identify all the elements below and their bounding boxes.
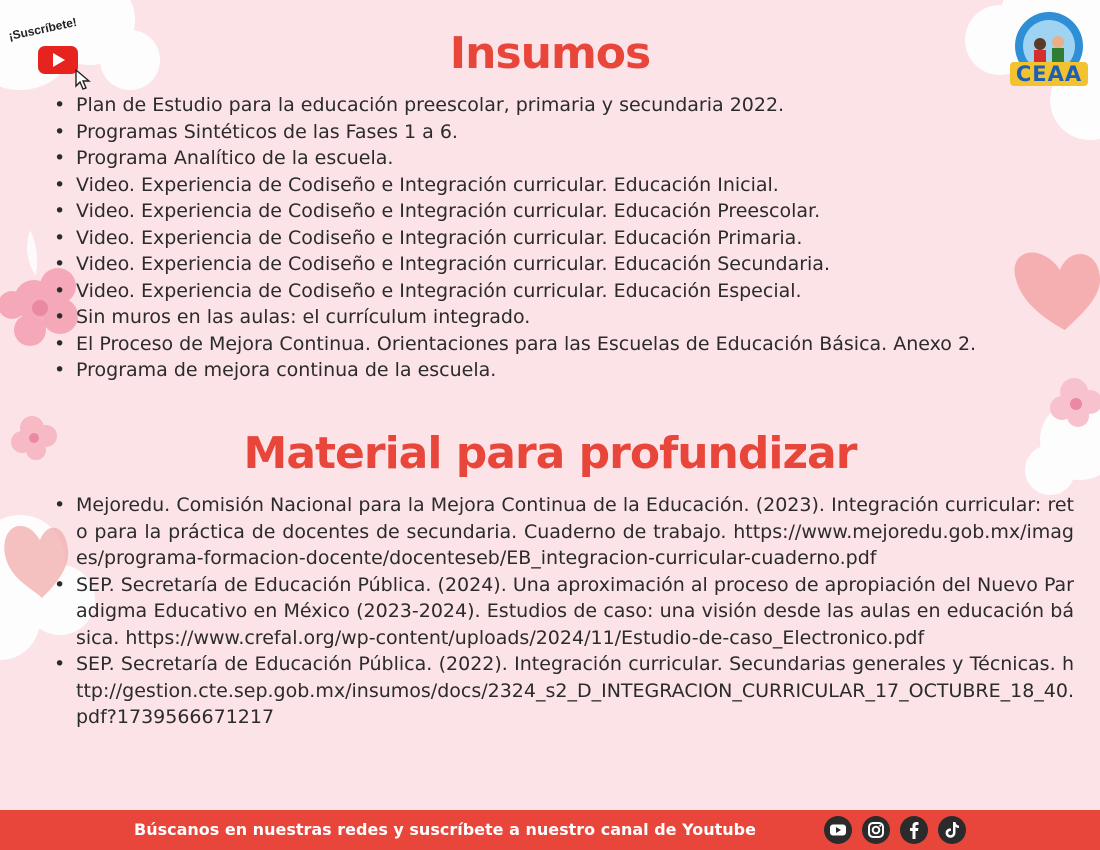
list-item: • Video. Experiencia de Codiseño e Integración curricular. Educación Secundaria. [52,251,1074,278]
list-item: • SEP. Secretaría de Educación Pública. (2024). Una aproximación al proceso de apropiación del Nuevo Paradigma Educativo en México (2023-2024). Estudios de caso: una visión desde las aulas en educación básica. https://www.crefal.org/wp-content/uploads/2024/11/Estudio-de-caso_Electronico.pdf [52,572,1074,652]
footer-text: Búscanos en nuestras redes y suscríbete a nuestro canal de Youtube [134,820,756,839]
section-title-material: Material para profundizar [243,428,857,479]
youtube-subscribe-icon [26,32,116,102]
footer-bar [0,810,1100,850]
ceaa-logo [1004,8,1094,92]
list-item: • Video. Experiencia de Codiseño e Integración curricular. Educación Inicial. [52,172,1074,199]
logo-text: CEAA [1010,62,1088,86]
list-item: • Video. Experiencia de Codiseño e Integración curricular. Educación Primaria. [52,225,1074,252]
instagram-icon[interactable] [862,816,890,844]
subscribe-label: ¡Suscríbete! [7,14,79,44]
list-item: • Programa Analítico de la escuela. [52,145,1074,172]
list-item: • El Proceso de Mejora Continua. Orientaciones para las Escuelas de Educación Básica. Anexo 2. [52,331,1074,358]
list-item: • Video. Experiencia de Codiseño e Integración curricular. Educación Preescolar. [52,198,1074,225]
material-list [52,492,1074,731]
list-item: • SEP. Secretaría de Educación Pública. (2022). Integración curricular. Secundarias generales y Técnicas. http://gestion.cte.sep.gob.mx/insumos/docs/2324_s2_D_INTEGRACION_CURRICULAR_17_OCTUBRE_18_40.pdf?1739566671217 [52,651,1074,731]
tiktok-icon[interactable] [938,816,966,844]
facebook-icon[interactable] [900,816,928,844]
insumos-list [52,92,1074,384]
list-item: • Programas Sintéticos de las Fases 1 a 6. [52,119,1074,146]
list-item: • Sin muros en las aulas: el currículum integrado. [52,304,1074,331]
youtube-icon[interactable] [824,816,852,844]
list-item: • Video. Experiencia de Codiseño e Integración curricular. Educación Especial. [52,278,1074,305]
section-title-insumos: Insumos [449,28,651,79]
list-item: • Mejoredu. Comisión Nacional para la Mejora Continua de la Educación. (2023). Integración curricular: reto para la práctica de docentes de secundaria. Cuaderno de trabajo. https://www.mejoredu.gob.mx/images/programa-formacion-docente/docenteseb/EB_integracion-curricular-cuaderno.pdf [52,492,1074,572]
list-item: • Plan de Estudio para la educación preescolar, primaria y secundaria 2022. [52,92,1074,119]
list-item: • Programa de mejora continua de la escuela. [52,357,1074,384]
